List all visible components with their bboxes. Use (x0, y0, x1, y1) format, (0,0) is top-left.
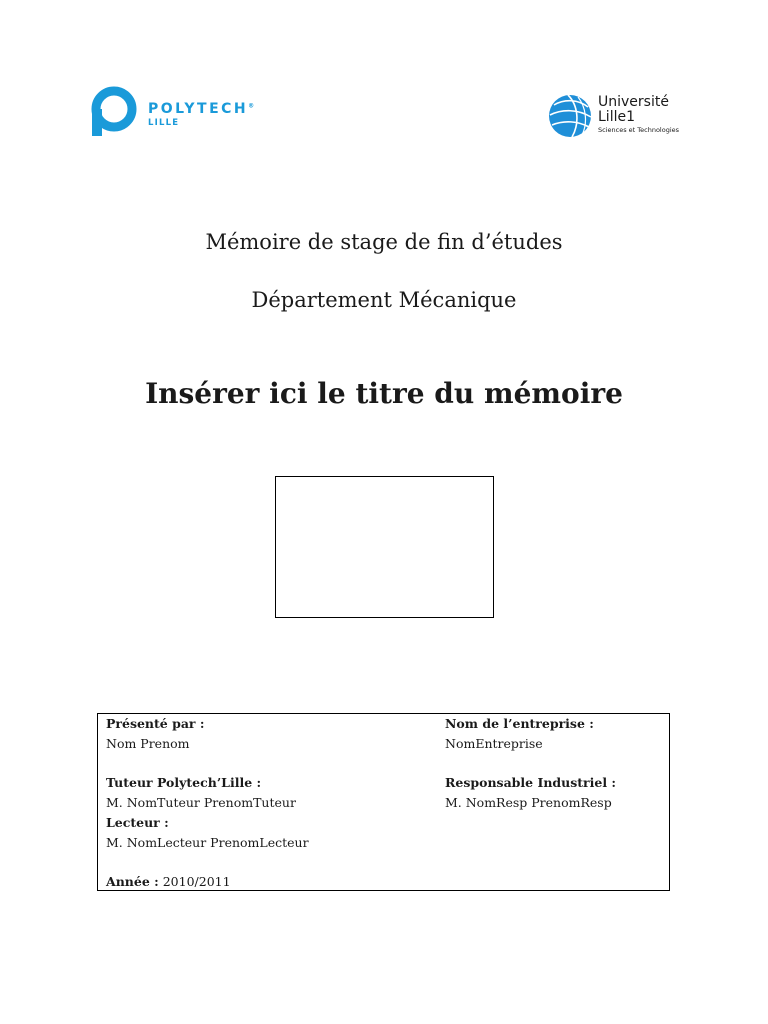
department: Département Mécanique (251, 288, 517, 312)
universite-subtitle: Sciences et Technologies (598, 126, 680, 134)
annee-value: 2010/2011 (162, 874, 231, 889)
lille1-wordmark: Lille1 (598, 109, 635, 125)
entreprise-value: NomEntreprise (445, 736, 543, 751)
polytech-logo (90, 86, 270, 136)
universite-lille1-logo (548, 93, 688, 139)
polytech-p-icon (90, 86, 142, 136)
entreprise-label: Nom de l’entreprise : (445, 716, 594, 731)
globe-icon (548, 93, 594, 139)
report-title: Insérer ici le titre du mémoire (145, 377, 623, 410)
annee-label: Année : (106, 874, 159, 889)
report-type: Mémoire de stage de fin d’études (205, 230, 563, 254)
responsable-label: Responsable Industriel : (445, 775, 617, 790)
polytech-wordmark: POLYTECH® (148, 101, 255, 117)
universite-wordmark: Université (598, 94, 669, 110)
presente-value: Nom Prenom (106, 736, 190, 751)
lecteur-value: M. NomLecteur PrenomLecteur (106, 835, 309, 850)
annee-line (106, 874, 231, 889)
lecteur-label: Lecteur : (106, 815, 169, 830)
presente-label: Présenté par : (106, 716, 205, 731)
tuteur-value: M. NomTuteur PrenomTuteur (106, 795, 296, 810)
responsable-value: M. NomResp PrenomResp (445, 795, 612, 810)
polytech-city: LILLE (148, 118, 180, 128)
info-box (97, 713, 670, 891)
image-placeholder (275, 476, 494, 618)
tuteur-label: Tuteur Polytech’Lille : (106, 775, 262, 790)
